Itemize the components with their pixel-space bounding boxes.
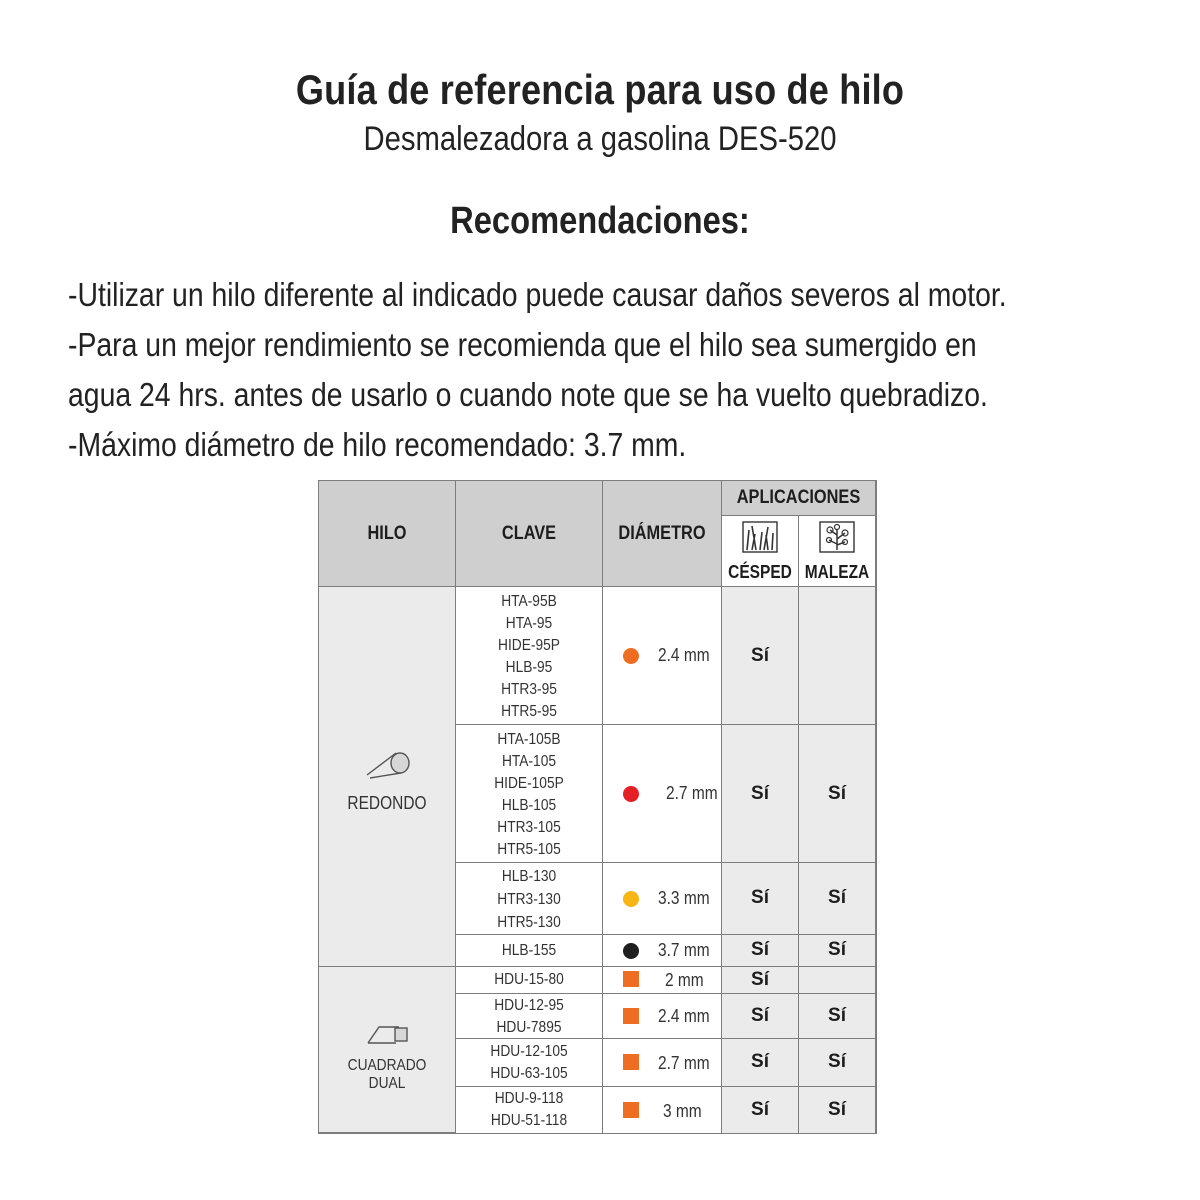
- header-clave: CLAVE: [456, 481, 603, 587]
- table-row-codes: HDU-12-105 HDU-63-105: [456, 1039, 603, 1087]
- table-row-maleza: Sí: [799, 725, 876, 863]
- square-marker: [623, 1102, 639, 1118]
- table-row-diameter: 2.7 mm: [603, 1039, 722, 1087]
- table-row-diameter: 3.7 mm: [603, 935, 722, 967]
- recommendation-line: -Utilizar un hilo diferente al indicado puede causar daños severos al motor.: [68, 276, 1007, 313]
- table-row-maleza: Sí: [799, 994, 876, 1039]
- table-row-diameter: 2.4 mm: [603, 994, 722, 1039]
- table-row-cesped: Sí: [722, 935, 799, 967]
- table-row-codes: HDU-9-118 HDU-51-118: [456, 1087, 603, 1133]
- circle-marker: [623, 786, 639, 802]
- table-row-cesped: Sí: [722, 863, 799, 935]
- table-row-maleza: Sí: [799, 1087, 876, 1133]
- recommendation-line: -Máximo diámetro de hilo recomendado: 3.7 mm.: [68, 426, 687, 463]
- recommendation-line: agua 24 hrs. antes de usarlo o cuando note que se ha vuelto quebradizo.: [68, 376, 988, 413]
- table-row-cesped: Sí: [722, 967, 799, 994]
- header-cesped: CÉSPED: [722, 516, 799, 587]
- square-marker: [623, 1008, 639, 1024]
- recommendations-list: [68, 270, 1100, 470]
- circle-marker: [623, 648, 639, 664]
- table-row-codes: HTA-105B HTA-105 HIDE-105P HLB-105 HTR3-105 HTR5-105: [456, 725, 603, 863]
- circle-marker: [623, 943, 639, 959]
- table-row-diameter: 2.4 mm: [603, 587, 722, 725]
- table-row-diameter: 2 mm: [603, 967, 722, 994]
- header-diametro: DIÁMETRO: [603, 481, 722, 587]
- grass-icon: [742, 521, 778, 553]
- table-row-codes: HDU-15-80: [456, 967, 603, 994]
- table-row-codes: HLB-155: [456, 935, 603, 967]
- table-row-diameter: 3.3 mm: [603, 863, 722, 935]
- table-row-cesped: Sí: [722, 1039, 799, 1087]
- table-row-cesped: Sí: [722, 994, 799, 1039]
- weeds-icon: [819, 521, 855, 553]
- square-marker: [623, 971, 639, 987]
- table-row-maleza: Sí: [799, 1039, 876, 1087]
- table-row-codes: HDU-12-95 HDU-7895: [456, 994, 603, 1039]
- square-line-icon: [363, 1017, 413, 1049]
- line-reference-table: [318, 480, 877, 1134]
- header-aplicaciones: APLICACIONES: [722, 481, 876, 516]
- table-row-maleza: [799, 967, 876, 994]
- table-row-maleza: [799, 587, 876, 725]
- table-row-diameter: 2.7 mm: [603, 725, 722, 863]
- page-subtitle: Desmalezadora a gasolina DES-520: [363, 120, 837, 158]
- table-row-codes: HTA-95B HTA-95 HIDE-95P HLB-95 HTR3-95 HTR5-95: [456, 587, 603, 725]
- round-line-icon: [363, 747, 413, 781]
- table-row-cesped: Sí: [722, 725, 799, 863]
- square-marker: [623, 1054, 639, 1070]
- group-redondo: REDONDO: [319, 587, 456, 967]
- header-hilo: HILO: [319, 481, 456, 587]
- table-row-maleza: Sí: [799, 935, 876, 967]
- table-row-cesped: Sí: [722, 1087, 799, 1133]
- table-row-codes: HLB-130 HTR3-130 HTR5-130: [456, 863, 603, 935]
- recommendations-heading: Recomendaciones:: [450, 200, 750, 242]
- table-row-cesped: Sí: [722, 587, 799, 725]
- recommendation-line: -Para un mejor rendimiento se recomienda que el hilo sea sumergido en: [68, 326, 977, 363]
- group-cuadrado-dual: CUADRADO DUAL: [319, 967, 456, 1133]
- header-maleza: MALEZA: [799, 516, 876, 587]
- table-row-maleza: Sí: [799, 863, 876, 935]
- circle-marker: [623, 891, 639, 907]
- page-title: Guía de referencia para uso de hilo: [295, 66, 905, 113]
- table-row-diameter: 3 mm: [603, 1087, 722, 1133]
